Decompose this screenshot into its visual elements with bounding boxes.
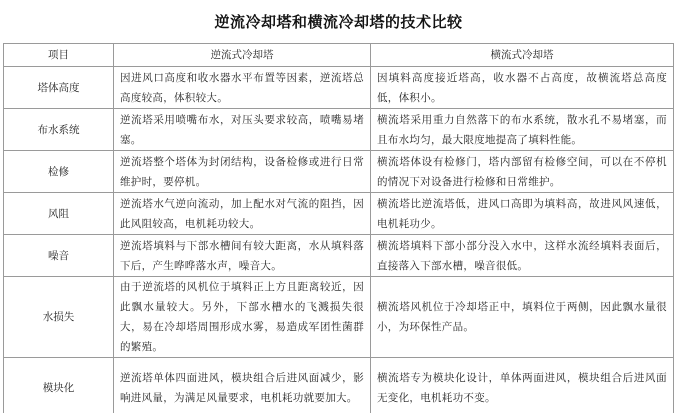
table-row [4, 151, 674, 193]
row-item: 风阻 [4, 193, 114, 235]
table-row [4, 235, 674, 277]
document-title: 逆流冷却塔和横流冷却塔的技术比较 [214, 13, 463, 31]
row-item: 模块化 [4, 358, 114, 413]
row-item: 水损失 [4, 277, 114, 358]
row-item: 噪音 [4, 235, 114, 277]
crossflow-cell: 横流塔专为模块化设计，单体两面进风，模块组合后进风面无变化，电机耗功不变。 [371, 358, 674, 413]
crossflow-cell: 横流塔采用重力自然落下的布水系统，散水孔不易堵塞，而且布水均匀，最大限度地提高了填料性能。 [371, 109, 674, 151]
counterflow-cell: 逆流塔单体四面进风，模块组合后进风面减少，影响进风量，为满足风量要求，电机耗功就要加大。 [114, 358, 371, 413]
header-item: 项目 [4, 44, 114, 67]
crossflow-cell: 横流塔填料下部小部分没入水中，这样水流经填料表面后，直接落入下部水槽，噪音很低。 [371, 235, 674, 277]
table-header-row [4, 44, 674, 67]
table-row [4, 193, 674, 235]
crossflow-cell: 横流塔比逆流塔低，进风口高即为填料高，故进风风速低，电机耗功少。 [371, 193, 674, 235]
header-crossflow: 横流式冷却塔 [371, 44, 674, 67]
crossflow-cell: 因填料高度接近塔高，收水器不占高度，故横流塔总高度低，体积小。 [371, 67, 674, 109]
table-row [4, 109, 674, 151]
crossflow-cell: 横流塔体设有检修门，塔内部留有检修空间，可以在不停机的情况下对设备进行检修和日常维护。 [371, 151, 674, 193]
counterflow-cell: 逆流塔整个塔体为封闭结构，设备检修或进行日常维护时，要停机。 [114, 151, 371, 193]
row-item: 塔体高度 [4, 67, 114, 109]
counterflow-cell: 逆流塔填料与下部水槽间有较大距离，水从填料落下后，产生哗哗落水声，噪音大。 [114, 235, 371, 277]
crossflow-cell: 横流塔风机位于冷却塔正中，填料位于两侧，因此飘水量很小，为环保性产品。 [371, 277, 674, 358]
header-counterflow: 逆流式冷却塔 [114, 44, 371, 67]
counterflow-cell: 由于逆流塔的风机位于填料正上方且距离较近，因此飘水量较大。另外，下部水槽水的飞溅损失很大，易在冷却塔周围形成水雾，易造成军团性菌群的繁殖。 [114, 277, 371, 358]
counterflow-cell: 逆流塔采用喷嘴布水，对压头要求较高，喷嘴易堵塞。 [114, 109, 371, 151]
table-row [4, 67, 674, 109]
counterflow-cell: 逆流塔水气逆向流动，加上配水对气流的阻挡，因此风阻较高，电机耗功较大。 [114, 193, 371, 235]
row-item: 布水系统 [4, 109, 114, 151]
table-row [4, 277, 674, 358]
counterflow-cell: 因进风口高度和收水器水平布置等因素，逆流塔总高度较高，体积较大。 [114, 67, 371, 109]
comparison-table [3, 43, 674, 413]
row-item: 检修 [4, 151, 114, 193]
table-row [4, 358, 674, 413]
